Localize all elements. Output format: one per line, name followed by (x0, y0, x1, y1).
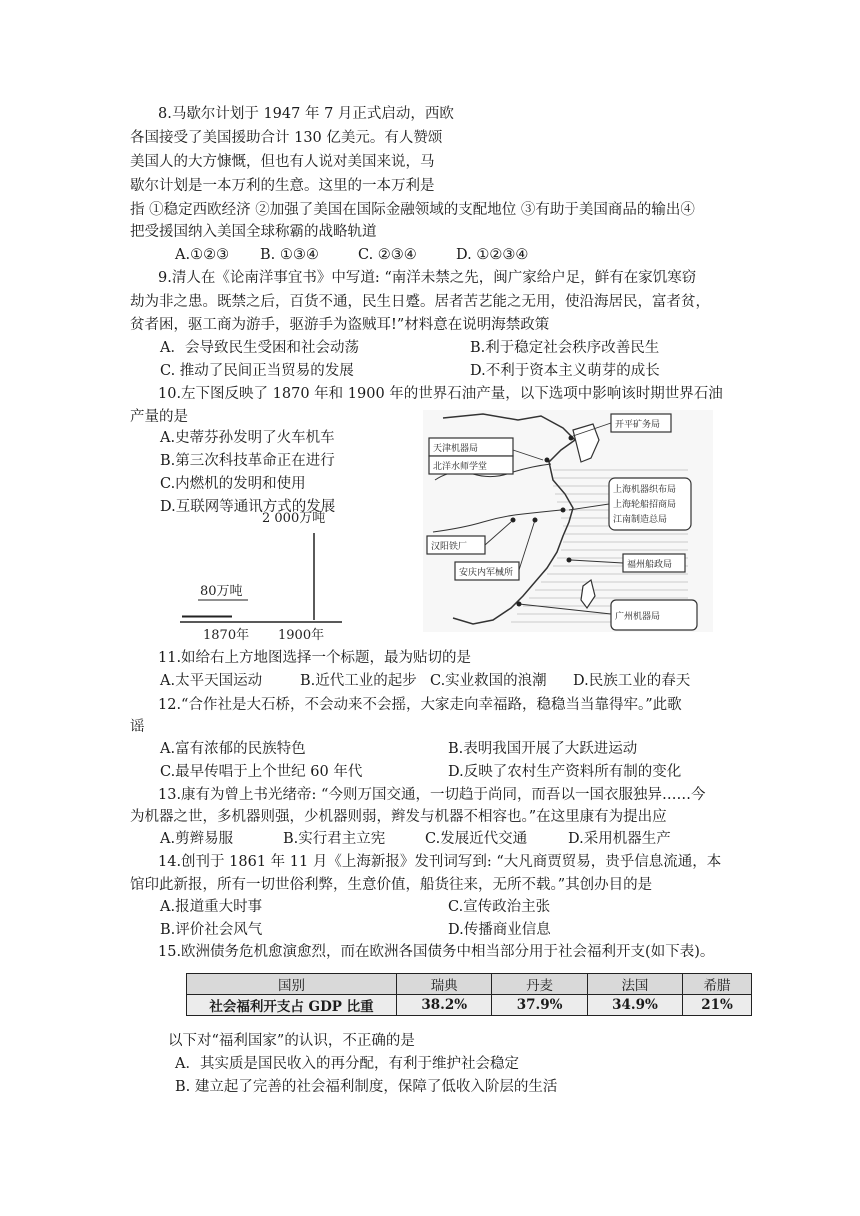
q12-option-b: B.表明我国开展了大跃进运动 (448, 741, 638, 757)
q14-option-c: C.宣传政治主张 (448, 899, 551, 915)
q15-followup: 以下对“福利国家”的认识，不正确的是 (168, 1033, 415, 1049)
q8-option-b: B. ①③④ (260, 247, 319, 263)
welfare-table-header-row (187, 974, 752, 995)
welfare-value-france: 34.9% (587, 995, 682, 1016)
q12-line-2: 谣 (130, 719, 145, 735)
q14-line-2: 馆印此新报，所有一切世俗利弊，生意价值，船货往来，无所不载。”其创办目的是 (130, 877, 653, 893)
q8-line-4: 歇尔计划是一本万利的生意。这里的一本万利是 (130, 178, 435, 194)
q15-line-1: 15.欧洲债务危机愈演愈烈，而在欧洲各国债务中相当部分用于社会福利开支(如下表)。 (158, 944, 715, 960)
q8-line-5: 指 ①稳定西欧经济 ②加强了美国在国际金融领域的支配地位 ③有助于美国商品的输出④ (130, 202, 695, 218)
map-label-shanghai-cloth: 上海机器织布局 (613, 485, 677, 495)
q10-line-1: 10.左下图反映了 1870 年和 1900 年的世界石油产量，以下选项中影响该时期世界石油 (158, 386, 723, 402)
q9-line-2: 劫为非之患。既禁之后，百货不通，民生日蹙。居者苦艺能之无用，使沿海居民，富者贫， (130, 294, 710, 310)
q12-option-c: C.最早传唱于上个世纪 60 年代 (160, 764, 363, 780)
map-label-guangzhou: 广州机器局 (615, 612, 661, 622)
q8-line-1: 8.马歇尔计划于 1947 年 7 月正式启动，西欧 (158, 106, 454, 122)
q9-option-d: D.不利于资本主义萌芽的成长 (470, 363, 660, 379)
q11-option-a: A.太平天国运动 (160, 673, 263, 689)
welfare-table-row (187, 995, 752, 1016)
q8-option-c: C. ②③④ (358, 247, 417, 263)
industry-map (423, 410, 713, 632)
q13-option-c: C.发展近代交通 (425, 831, 528, 847)
q11-option-d: D.民族工业的春天 (573, 673, 691, 689)
q15-option-b: B. 建立起了完善的社会福利制度，保障了低收入阶层的生活 (175, 1079, 558, 1095)
q15-option-a: A．其实质是国民收入的再分配，有利于维护社会稳定 (175, 1056, 519, 1072)
q9-option-b: B.利于稳定社会秩序改善民生 (470, 340, 660, 356)
map-label-kaiping: 开平矿务局 (615, 420, 661, 430)
q8-line-3: 美国人的大方慷慨，但也有人说对美国来说，马 (130, 154, 435, 170)
q11-option-c: C.实业救国的浪潮 (430, 673, 547, 689)
q13-line-2: 为机器之世，多机器则强，少机器则弱，辫发与机器不相容也。”在这里康有为提出应 (130, 809, 667, 825)
q14-option-b: B.评价社会风气 (160, 922, 263, 938)
map-label-hanyang: 汉阳铁厂 (431, 542, 468, 552)
map-label-jiangnan: 江南制造总局 (613, 515, 668, 525)
q12-option-a: A.富有浓郁的民族特色 (160, 741, 306, 757)
q12-option-d: D.反映了农村生产资料所有制的变化 (448, 764, 682, 780)
welfare-header-france: 法国 (587, 974, 682, 995)
chart-x-label-1900: 1900年 (278, 628, 325, 643)
q9-option-a: A．会导致民生受困和社会动荡 (160, 340, 359, 356)
welfare-header-denmark: 丹麦 (492, 974, 587, 995)
map-label-beiyang: 北洋水师学堂 (433, 462, 488, 472)
chart-label-80: 80万吨 (200, 584, 243, 599)
chart-label-2000: 2 000万吨 (262, 511, 326, 526)
q10-option-a: A.史蒂芬孙发明了火车机车 (160, 430, 335, 446)
q9-line-3: 贫者困，驱工商为游手，驱游手为盗贼耳!”材料意在说明海禁政策 (130, 317, 550, 333)
q14-option-a: A.报道重大时事 (160, 899, 263, 915)
welfare-value-denmark: 37.9% (492, 995, 587, 1016)
q13-line-1: 13.康有为曾上书光绪帝: “今则万国交通，一切趋于尚同，而吾以一国衣服独异……今 (158, 787, 706, 803)
oil-production-chart (170, 505, 345, 645)
q10-option-b: B.第三次科技革命正在进行 (160, 453, 335, 469)
chart-x-label-1870: 1870年 (203, 628, 250, 643)
map-label-fuzhou: 福州船政局 (627, 560, 673, 570)
welfare-header-country: 国别 (187, 974, 397, 995)
q14-line-1: 14.创刊于 1861 年 11 月《上海新报》发刊词写到: “大凡商贾贸易，贵乎信息流通，本 (158, 854, 722, 870)
welfare-table (186, 973, 752, 1016)
q10-option-c: C.内燃机的发明和使用 (160, 476, 306, 492)
q13-option-a: A.剪辫易服 (160, 831, 234, 847)
q9-option-c: C. 推动了民间正当贸易的发展 (160, 363, 354, 379)
welfare-header-sweden: 瑞典 (397, 974, 492, 995)
map-label-shanghai-steamship: 上海轮船招商局 (613, 500, 677, 510)
q8-option-a: A.①②③ (175, 247, 230, 263)
q8-option-d: D. ①②③④ (456, 247, 529, 263)
map-label-tianjin: 天津机器局 (433, 444, 479, 454)
q14-option-d: D.传播商业信息 (448, 922, 551, 938)
q11-option-b: B.近代工业的起步 (300, 673, 417, 689)
q12-line-1: 12.“合作社是大石桥，不会动来不会摇，大家走向幸福路，稳稳当当靠得牢。”此歌 (158, 697, 682, 713)
map-label-anqing: 安庆内军械所 (459, 568, 514, 578)
q13-option-d: D.采用机器生产 (568, 831, 671, 847)
q13-option-b: B.实行君主立宪 (283, 831, 386, 847)
welfare-value-sweden: 38.2% (397, 995, 492, 1016)
q10-line-2: 产量的是 (130, 409, 188, 425)
q8-line-2: 各国接受了美国援助合计 130 亿美元。有人赞颂 (130, 130, 443, 146)
welfare-row-label: 社会福利开支占 GDP 比重 (187, 995, 397, 1016)
q10-option-d: D.互联网等通讯方式的发展 (160, 499, 336, 515)
welfare-value-greece: 21% (683, 995, 752, 1016)
welfare-header-greece: 希腊 (683, 974, 752, 995)
q9-line-1: 9.清人在《论南洋事宜书》中写道: “南洋未禁之先，闽广家给户足，鲜有在家饥寒窃 (158, 270, 697, 286)
q11-line-1: 11.如给右上方地图选择一个标题，最为贴切的是 (158, 650, 472, 666)
q8-line-6: 把受援国纳入美国全球称霸的战略轨道 (130, 224, 377, 240)
